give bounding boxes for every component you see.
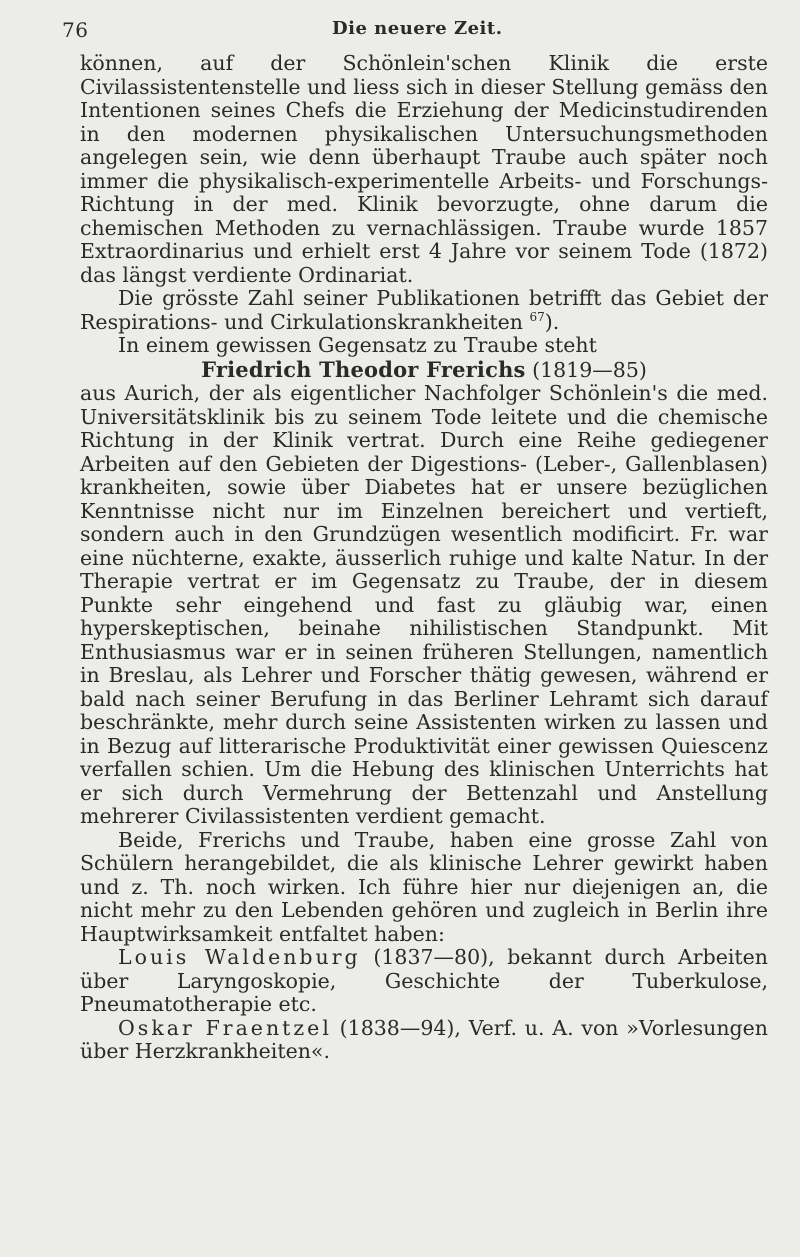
paragraph-3: In einem gewissen Gegensatz zu Traube steht <box>118 333 597 357</box>
heading-dates: (1819—85) <box>532 357 647 382</box>
paragraph-6-rest: (1837—80), bekannt durch Arbeiten über Laryngoskopie, Geschichte der Tuberkulose, Pneumatotherapie etc. <box>80 945 768 1016</box>
paragraph-2-end: ). <box>544 309 560 334</box>
paragraph-6 <box>80 946 768 1017</box>
heading-name: Friedrich Theodor Frerichs <box>201 356 526 382</box>
page-body <box>80 52 768 1064</box>
person-heading <box>80 358 768 383</box>
paragraph-5: Beide, Frerichs und Traube, haben eine grosse Zahl von Schülern herangebildet, die als klinische Lehrer gewirkt haben und z. Th. noch wirken. Ich führe hier nur diejenigen an, die nicht mehr zu den Lebenden gehören und zugleich in Berlin ihre Hauptwirksamkeit entfaltet haben: <box>80 827 768 946</box>
paragraph-7-rest: (1838—94), Verf. u. A. von »Vorlesungen über Herzkrankheiten«. <box>80 1015 768 1063</box>
paragraph-2-text: Die grösste Zahl seiner Publikationen betrifft das Gebiet der Respirations- und Cirkulationskrankheiten <box>80 286 768 334</box>
page-number: 76 <box>62 18 89 42</box>
paragraph-4: aus Aurich, der als eigentlicher Nachfolger Schönlein's die med. Universitätsklinik bis zu seinem Tode leitete und die chemische Richtung in der Klinik vertrat. Durch eine Reihe gediegener Arbeiten auf den Gebieten der Digestions- (Leber-, Gallenblasen) krankheiten, sowie über Diabetes hat er unsere bezüglichen Kenntnisse nicht nur im Einzelnen bereichert und vertieft, sondern auch in den Grundzügen wesentlich modificirt. Fr. war eine nüchterne, exakte, äusserlich ruhige und kalte Natur. In der Therapie vertrat er im Gegensatz zu Traube, der in diesem Punkte sehr eingehend und fast zu gläubig war, einen hyperskeptischen, beinahe nihilistischen Standpunkt. Mit Enthusiasmus war er in seinen früheren Stellungen, namentlich in Breslau, als Lehrer und Forscher thätig gewesen, während er bald nach seiner Berufung in das Berliner Lehramt sich darauf beschränkte, mehr durch seine Assistenten wirken zu lassen und in Bezug auf litterarische Produktivität einer gewissen Quiescenz verfallen schien. Um die Hebung des klinischen Unterrichts hat er sich durch Vermehrung der Bettenzahl und Anstellung mehrerer Civilassistenten verdient gemacht. <box>80 381 768 828</box>
paragraph-2 <box>80 287 768 334</box>
paragraph-1: können, auf der Schönlein'schen Klinik die erste Civilassistentenstelle und liess sich in dieser Stellung gemäss den Intentionen seines Chefs die Erziehung der Medicinstudirenden in den modernen physikalischen Untersuchungsmethoden angelegen sein, wie denn überhaupt Traube auch später noch immer die physikalisch-experimentelle Arbeits- und Forschungs-Richtung in der med. Klinik bevorzugte, ohne darum die chemischen Methoden zu vernachlässigen. Traube wurde 1857 Extraordinarius und erhielt erst 4 Jahre vor seinem Tode (1872) das längst verdiente Ordinariat. <box>80 51 768 287</box>
person-name-waldenburg: Louis Waldenburg <box>118 945 361 969</box>
paragraph-7 <box>80 1017 768 1064</box>
page-header <box>62 18 782 48</box>
person-name-fraentzel: Oskar Fraentzel <box>118 1015 332 1040</box>
running-title: Die neuere Zeit. <box>332 18 503 39</box>
footnote-ref-67: 67 <box>529 309 545 324</box>
